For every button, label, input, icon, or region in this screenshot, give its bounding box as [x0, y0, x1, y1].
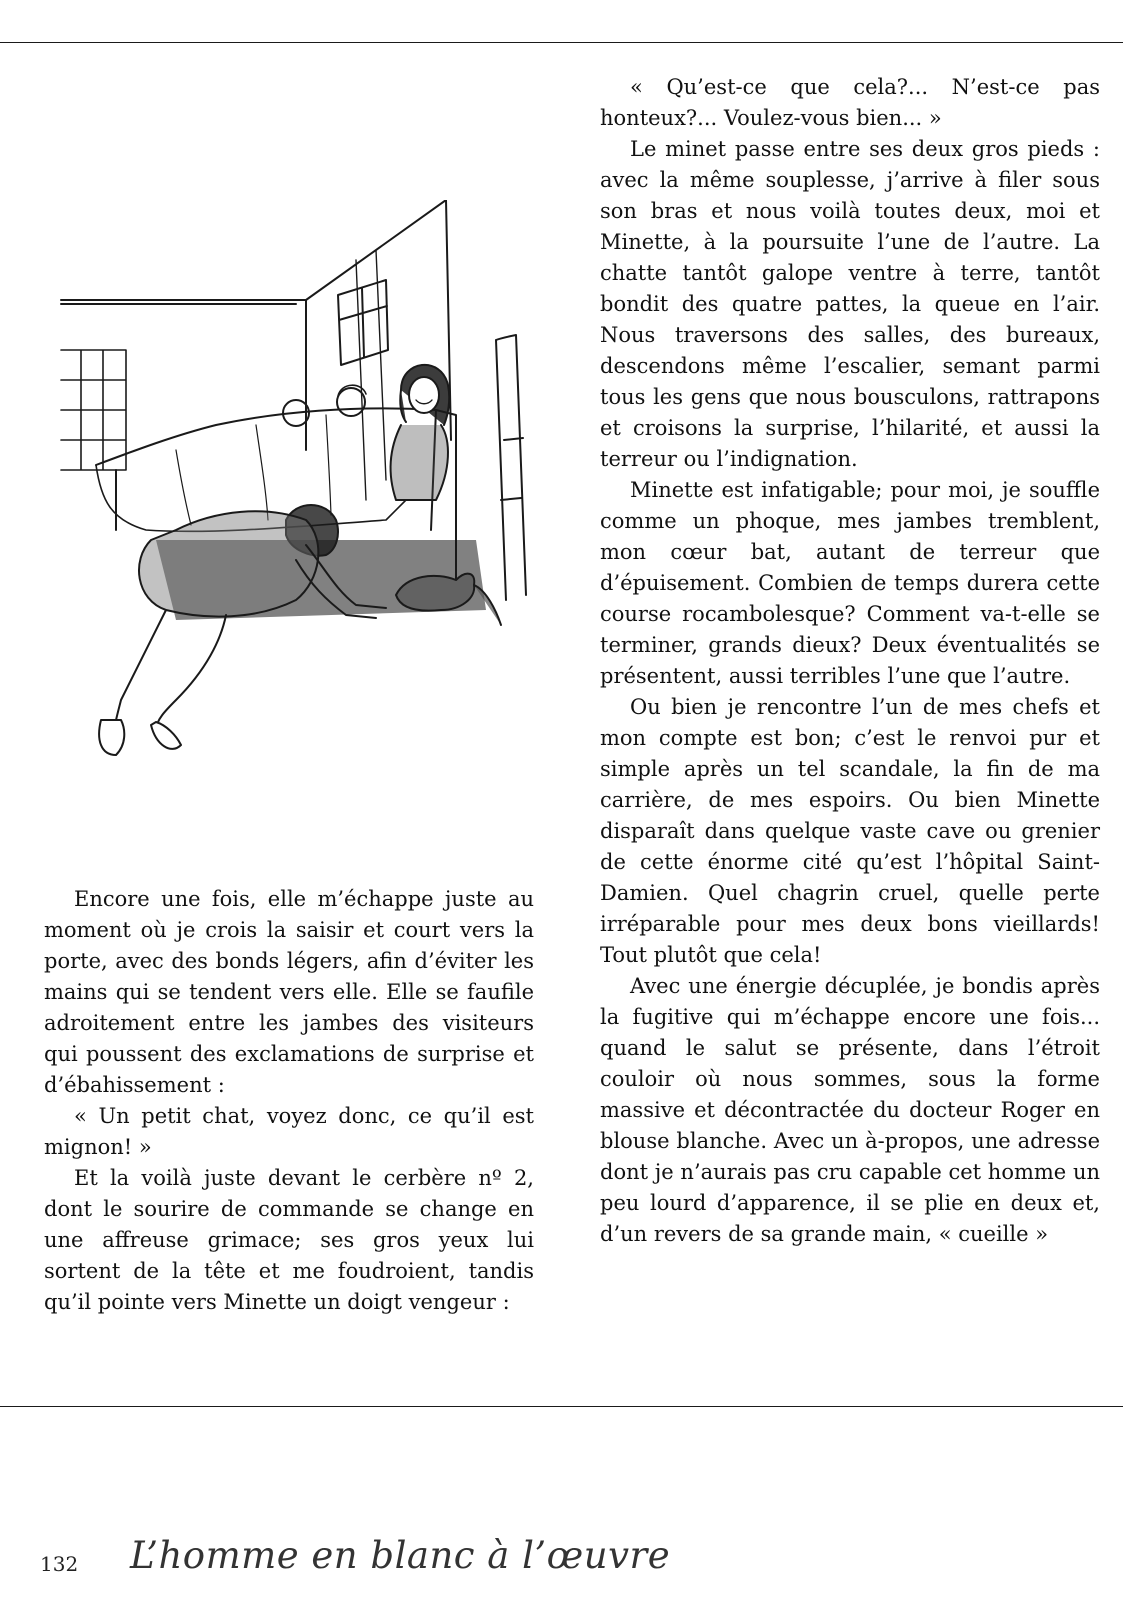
paragraph: Et la voilà juste devant le cerbère nº 2, dont le sourire de commande se change en une affreuse grimace; ses gros yeux lui sortent de la tête et me foudroient, tandis qu’il pointe vers Minette un doigt vengeur :	[44, 1166, 534, 1314]
left-window	[61, 350, 126, 470]
paragraph: Encore une fois, elle m’échappe juste au moment où je crois la saisir et court vers la porte, avec des bonds légers, afin d’éviter les mains qui se tendent vers elle. Elle se faufile adroitement entre les jambes des visiteurs qui poussent des exclamations de surprise et d’ébahissement :	[44, 887, 534, 1097]
paragraph: Avec une énergie décuplée, je bondis après la fugitive qui m’échappe encore une fois... quand le salut se présente, dans l’étroit couloir où nous sommes, sous la forme massive et décontractée du docteur Roger en blouse blanche. Avec un à-propos, une adresse dont je n’aurais pas cru capable cet homme un peu lourd d’apparence, il se plie en deux et, d’un revers de sa grande main, « cueille »	[600, 974, 1100, 1246]
cat	[396, 574, 501, 625]
girl-body	[391, 425, 448, 500]
wall-lines	[61, 200, 451, 450]
nurse-legs	[114, 610, 226, 745]
nurse-body	[139, 511, 318, 616]
running-title: L’homme en blanc à l’œuvre	[130, 1534, 671, 1577]
paragraph: « Un petit chat, voyez donc, ce qu’il est mignon! »	[44, 1104, 534, 1159]
back-window	[338, 280, 388, 365]
right-column-text	[600, 72, 1100, 1250]
page-footer	[0, 1534, 1123, 1594]
nurse-shoes	[99, 720, 181, 755]
paragraph: Minette est infatigable; pour moi, je souffle comme un phoque, mes jambes tremblent, mon cœur bat, autant de terreur que d’épuisement. Combien de temps durera cette course rocambolesque? Comment va-t-elle se terminer, grands dieux? Deux éventualités se présentent, aussi terribles l’une que l’autre.	[600, 478, 1100, 688]
paragraph: Le minet passe entre ses deux gros pieds : avec la même souplesse, j’arrive à filer sous son bras et nous voilà toutes deux, moi et Minette, à la poursuite l’une de l’autre. La chatte tantôt galope ventre à terre, tantôt bondit des quatre pattes, la queue en l’air. Nous traversons des salles, des bureaux, descendons même l’escalier, semant parmi tous les gens que nous bousculons, rattrapons et croisons la surprise, l’hilarité, et aussi la terreur ou l’indignation.	[600, 137, 1100, 471]
paragraph: Ou bien je rencontre l’un de mes chefs et mon compte est bon; c’est le renvoi pur et simple après un tel scandale, la fin de ma carrière, de mes espoirs. Ou bien Minette disparaît dans quelque vaste cave ou grenier de cette énorme cité qu’est l’hôpital Saint-Damien. Quel chagrin cruel, quelle perte irréparable pour mes deux bons vieillards! Tout plutôt que cela!	[600, 695, 1100, 967]
paragraph: « Qu’est-ce que cela?... N’est-ce pas honteux?... Voulez-vous bien... »	[600, 75, 1100, 130]
top-rule	[0, 42, 1123, 43]
headboard	[496, 335, 526, 600]
girl-face	[409, 377, 439, 413]
patient-head-2	[337, 388, 365, 416]
page-number: 132	[40, 1552, 79, 1576]
bottom-rule	[0, 1406, 1123, 1407]
left-column-text	[44, 884, 534, 1318]
illustration-nurse-chasing-cat	[56, 200, 546, 800]
